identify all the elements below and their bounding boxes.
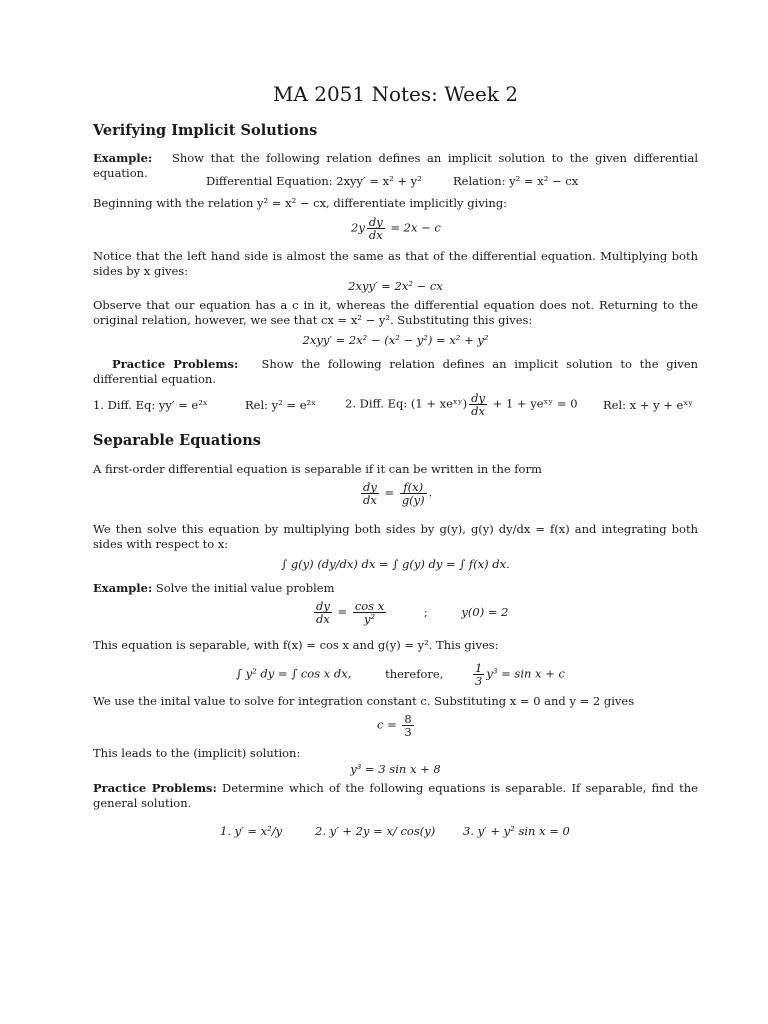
form-equals: = xyxy=(384,485,395,500)
form-end: . xyxy=(428,485,433,500)
problem-2-relation: Rel: x + y + eˣʸ xyxy=(603,398,694,412)
c-fraction xyxy=(402,713,413,738)
paragraph-notice: Notice that the left hand side is almost the same as that of the differential equation. Multiplying both sides by x gives: xyxy=(93,249,698,278)
problem-2-fraction xyxy=(469,392,487,417)
problem-2-post: + 1 + yeˣʸ = 0 xyxy=(492,396,578,411)
practice-label-1: Practice Problems: xyxy=(112,357,239,371)
section-heading-separable: Separable Equations xyxy=(93,432,261,449)
ivp-left-fraction xyxy=(314,600,332,625)
equation-c-value xyxy=(377,713,416,738)
equation-multiplied: 2xyy′ = 2x² − cx xyxy=(348,279,443,293)
problem-2-num: dy xyxy=(471,391,486,405)
form-right-fraction xyxy=(400,481,427,506)
eq1-num: dy xyxy=(368,215,383,229)
ivp-num-left: dy xyxy=(316,599,330,613)
example-label-2: Example: xyxy=(93,581,153,595)
practice-text-2: Determine which of the following equations is separable. If separable, find the general solution. xyxy=(93,781,698,810)
example-paragraph-2 xyxy=(93,581,698,596)
equation-solution: y³ = 3 sin x + 8 xyxy=(350,762,441,776)
integral-both-sides: ∫ y² dy = ∫ cos x dx, xyxy=(236,666,352,681)
ivp-den-right: y² xyxy=(363,612,376,626)
equation-separable-form xyxy=(359,481,432,506)
eq1-right: = 2x − c xyxy=(390,220,441,235)
paragraph-separable-fg: This equation is separable, with f(x) = cos x and g(y) = y². This gives: xyxy=(93,638,499,652)
eq1-den: dx xyxy=(368,228,383,242)
problem-2-den: dx xyxy=(471,404,486,418)
equation-integral: ∫ g(y) (dy/dx) dx = ∫ g(y) dy = ∫ f(x) dx. xyxy=(281,557,510,571)
separable-question-3: 3. y′ + y² sin x = 0 xyxy=(463,824,570,838)
practice-label-2: Practice Problems: xyxy=(93,781,217,795)
practice-paragraph-2 xyxy=(93,781,698,811)
c-num: 8 xyxy=(404,712,412,726)
ivp-den-left: dx xyxy=(316,612,330,626)
problem-2-pre: 2. Diff. Eq: (1 + xeˣʸ) xyxy=(345,396,468,411)
equation-implicit-diff xyxy=(351,216,441,241)
therefore-text: therefore, xyxy=(385,666,444,681)
eq1-left: 2y xyxy=(351,220,365,235)
document-page xyxy=(93,0,698,1024)
problem-1-relation: Rel: y² = e²ˣ xyxy=(245,398,317,412)
paragraph-separable-def: A first-order differential equation is separable if it can be written in the form xyxy=(93,462,542,476)
paragraph-observe: Observe that our equation has a c in it, whereas the differential equation does not. Returning to the original relation, however, we see that cx = x² − y². Substituting this gives: xyxy=(93,298,698,327)
integrated-result: y³ = sin x + c xyxy=(486,666,565,681)
form-left-fraction xyxy=(361,481,379,506)
form-num-right: f(x) xyxy=(400,481,427,494)
paragraph-begin: Beginning with the relation y² = x² − cx, differentiate implicitly giving: xyxy=(93,196,508,210)
eq1-fraction xyxy=(367,216,385,241)
c-den: 3 xyxy=(404,725,412,739)
ivp-right-fraction xyxy=(353,600,386,625)
paragraph-leads-to: This leads to the (implicit) solution: xyxy=(93,746,301,760)
form-den-right: g(y) xyxy=(401,493,425,507)
separable-question-2: 2. y′ + 2y = x/ cos(y) xyxy=(315,824,436,838)
separable-question-1: 1. y′ = x²/y xyxy=(220,824,283,838)
equation-substituted: 2xyy′ = 2x² − (x² − y²) = x² + y² xyxy=(302,333,489,347)
one-third-fraction xyxy=(473,662,484,687)
practice-paragraph-1 xyxy=(93,357,698,387)
equation-integrate xyxy=(236,662,565,687)
problem-1: 1. Diff. Eq: yy′ = e²ˣ xyxy=(93,398,208,412)
paragraph-initial-value: We use the inital value to solve for integration constant c. Substituting x = 0 and y = 2 gives xyxy=(93,694,635,708)
example-label: Example: xyxy=(93,151,153,165)
form-den-left: dx xyxy=(363,493,377,507)
example-text: Show that the following relation defines an implicit solution to the given differential equation. xyxy=(93,151,699,180)
ivp-num-right: cos x xyxy=(354,599,385,613)
practice-text-1: Show the following relation defines an implicit solution to the given differential equation. xyxy=(93,357,699,386)
de-line: Differential Equation: 2xyy′ = x² + y² xyxy=(206,174,422,188)
paragraph-multiply: We then solve this equation by multiplying both sides by g(y), g(y) dy/dx = f(x) and integrating both sides with respect to x: xyxy=(93,522,698,551)
ivp-separator: ; xyxy=(423,604,428,619)
practice-problems-row-1 xyxy=(93,392,698,422)
c-left: c = xyxy=(377,717,397,732)
form-num-left: dy xyxy=(363,480,377,494)
example-text-2: Solve the initial value problem xyxy=(155,581,335,595)
practice-problems-row-2 xyxy=(93,824,698,842)
one-third-den: 3 xyxy=(475,674,483,688)
equation-ivp: $\frac{dy}{dx}$ = $\frac{\text{cos x}}{\text{y²}}$ ; y(0) = 2 xyxy=(316,599,509,626)
section-heading-implicit: Verifying Implicit Solutions xyxy=(93,122,318,139)
ivp-initial-condition: y(0) = 2 xyxy=(461,604,509,619)
problem-2 xyxy=(345,392,578,417)
one-third-num: 1 xyxy=(475,661,483,675)
page-title: MA 2051 Notes: Week 2 xyxy=(272,82,519,106)
relation-line: Relation: y² = x² − cx xyxy=(453,174,579,188)
